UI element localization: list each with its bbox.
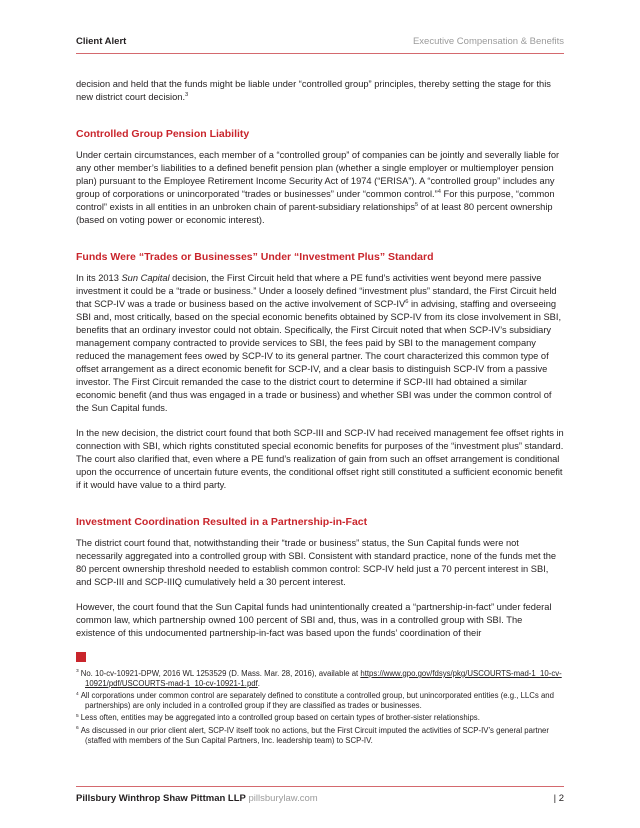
footnote <box>76 726 564 745</box>
footnote-text: Less often, entities may be aggregated into a controlled group based on certain types of brother-sister relationships. <box>80 713 480 723</box>
paragraph: The district court found that, notwithstanding their “trade or business” status, the Sun Capital funds were not necessarily aggregated into a controlled group with SBI. Consistent with standard practice, none of the funds met the 80 percent ownership threshold needed to establish common control: SCP-IV held just a 70 percent interest in SBI, and SCP-III and SCP-IIIQ cumulatively held a 30 percent interest. <box>76 538 557 587</box>
paragraph: In the new decision, the district court found that both SCP-III and SCP-IV had received management fee offset rights in connection with SBI, which rights constituted special economic benefits for purposes of the “investment plus” standard. The court also clarified that, even where a PE fund’s realization of gain from such an offset arrangement is conditional upon the occurrence of uncertain future events, the conditional offset right still constituted a sufficient economic benefit if it would have value to a third party. <box>76 428 564 490</box>
header-practice-area: Executive Compensation & Benefits <box>412 36 564 47</box>
document-body <box>0 54 640 745</box>
footer-row <box>0 793 640 804</box>
footnote-number: 4 <box>76 691 79 697</box>
footnote-number: 3 <box>76 669 79 675</box>
page-number: | 2 <box>553 793 564 804</box>
footnote <box>76 691 564 710</box>
section-heading-controlled-group: Controlled Group Pension Liability <box>76 128 250 140</box>
footnote <box>76 669 564 688</box>
section-heading-trades-or-businesses: Funds Were “Trades or Businesses” Under “Investment Plus” Standard <box>76 251 434 263</box>
hyperlink[interactable]: https://www.gpo.gov/fdsys/pkg/USCOURTS-mad-1_10-cv-10921/pdf/USCOURTS-mad-1_10-cv-10921-1.pdf <box>85 669 562 688</box>
footnote-text: No. 10-cv-10921-DPW, 2016 WL 1253529 (D. Mass. Mar. 28, 2016), available at https://www.gpo.gov/fdsys/pkg/USCOURTS-mad-1_10-cv-10921/pdf/USCOURTS-mad-1_10-cv-10921-1.pdf. <box>80 669 562 688</box>
footer-rule <box>76 786 564 787</box>
footnote-number: 6 <box>76 726 79 732</box>
page-footer <box>0 786 640 804</box>
footnote-reference: 5 <box>415 201 419 208</box>
footnote <box>76 713 564 723</box>
intro-paragraph: decision and held that the funds might be liable under “controlled group” principles, thereby setting the stage for this new district court decision.$^3$ <box>76 79 551 102</box>
footnote-reference: 6 <box>405 298 409 305</box>
section-heading-partnership-in-fact: Investment Coordination Resulted in a Partnership-in-Fact <box>76 516 368 528</box>
page-header <box>0 0 640 47</box>
footnote-reference: 4 <box>437 188 441 195</box>
footnotes-block <box>76 669 564 745</box>
paragraph: However, the court found that the Sun Capital funds had unintentionally created a “partnership-in-fact” under federal common law, which partnership owned 100 percent of SBI and, thus, was in a controlled group with SBI. The existence of this undocumented partnership-in-fact was based upon the funds’ coordination of their <box>76 602 552 638</box>
paragraph: In its 2013 Sun Capital decision, the First Circuit held that where a PE fund’s activities went beyond mere passive investment it could be a “trade or business.” Under a loosely defined “investment plus” standard, the First Circuit held that SCP-IV was a trade or business based on the active involvement of SCP-$IV^6$ in advising, staffing and overseeing SBI and, most critically, based on the special economic benefits obtained by SCP-IV from its close involvement in SBI, benefits that an ordinary investor could not obtain. Specifically, the First Circuit noted that when SCP-IV’s subsidiary management company contracted to provide services to SBI, the fees paid by SBI to the management company reduced the management fees owed by SCP-IV to its general partner. The court characterized this common type of offset arrangement as a direct economic benefit for SCP-IV, and a clear basis to distinguish SCP-IV from a passive investor. The First Circuit remanded the case to the district court to determine if SCP-III had obtained a similar economic benefit (and thus was engaged in a trade or business) and whether SBI was under the common control of the Sun Capital funds. <box>76 273 562 413</box>
footnote-text: As discussed in our prior client alert, SCP-IV itself took no actions, but the First Circuit imputed the activities of SCP-IV’s general partner (staffed with members of the Sun Capital Partners, Inc. leadership team) to SCP-IV. <box>80 725 549 745</box>
footnote-reference: 3 <box>185 91 189 98</box>
footnote-text: All corporations under common control are separately defined to constitute a controlled group, but unincorporated entities (e.g., LLCs and partnerships) are only included in a controlled group if they are classified as trades or businesses. <box>80 691 554 710</box>
paragraph: Under certain circumstances, each member of a “controlled group” of companies can be jointly and severally liable for any other member’s liabilities to a defined benefit pension plan (whether a single employer or multiemployer pension plan) pursuant to the Employee Retirement Income Security Act of 1974 (“ERISA”). A “controlled group” includes any group of corporations or unincorporated “trades or businesses” under “common control.”$^4$ For this purpose, “common control” exists in all entities in an unbroken chain of parent-subsidiary relationships$^5$ of at least 80 percent ownership (based on voting power or economic interest). <box>76 150 560 225</box>
footer-firm-line <box>76 793 318 804</box>
firm-name: Pillsbury Winthrop Shaw Pittman LLP <box>76 793 246 804</box>
footnote-number: 5 <box>76 713 79 719</box>
continuation-square-marker <box>76 652 86 662</box>
firm-website: pillsburylaw.com <box>248 793 318 804</box>
header-doc-type: Client Alert <box>76 36 127 47</box>
